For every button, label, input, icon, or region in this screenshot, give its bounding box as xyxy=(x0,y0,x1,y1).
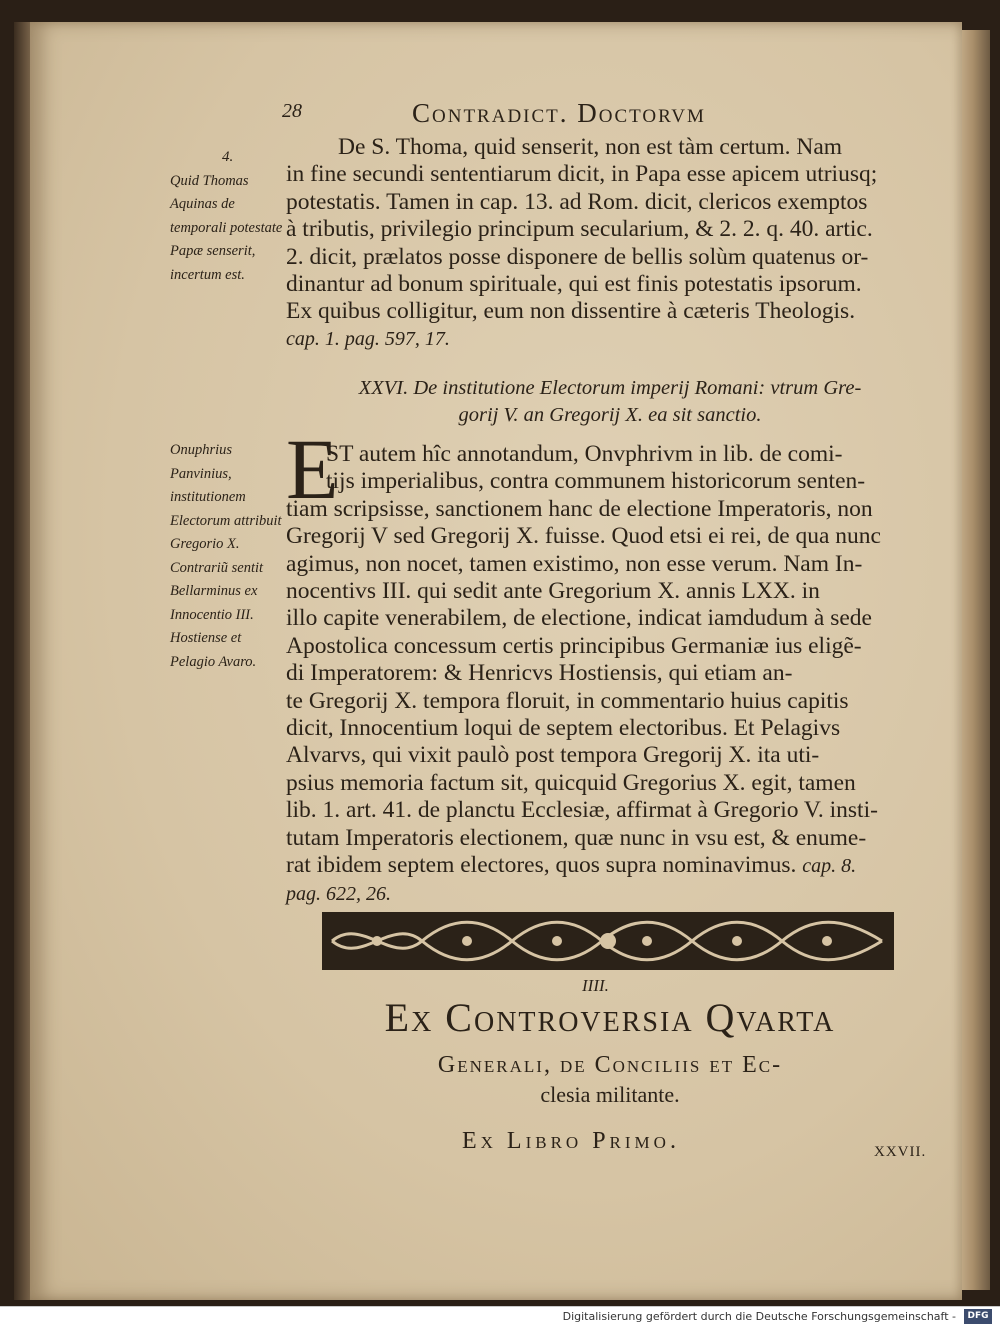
catchword: XXVII. xyxy=(874,1144,927,1160)
digitization-footer xyxy=(0,1306,1000,1327)
text-line: in fine secundi sententiarum dicit, in Papa esse apicem utriusq; xyxy=(286,161,878,188)
page-number: 28 xyxy=(282,100,302,122)
section-heading xyxy=(340,375,880,429)
text-line: Alvarvs, qui vixit paulò post tempora Gregorij X. ita uti- xyxy=(286,742,820,769)
chapter-title: Ex Controversia Qvarta xyxy=(384,995,836,1040)
text-line: lib. 1. art. 41. de planctu Ecclesiæ, affirmat à Gregorio V. insti- xyxy=(286,797,878,824)
text-line: tutam Imperatoris electionem, quæ nunc in vsu est, & enume- xyxy=(286,824,867,851)
text-line: illo capite venerabilem, de electione, indicat iamdudum à sede xyxy=(286,605,872,632)
margin-note-2: Onuphrius Panvinius, institutionem Electorum attribuit Gregorio X. Contrariũ sentit Bellarminus ex Innocentio III. Hostiense et Pelagio Avaro. xyxy=(170,442,282,670)
text-line: De S. Thoma, quid senserit, non est tàm certum. Nam xyxy=(338,134,843,160)
section-heading-line: gorij V. an Gregorij X. ea sit sanctio. xyxy=(458,404,762,426)
text-line: te Gregorij X. tempora floruit, in commentario huius capitis xyxy=(286,687,849,714)
text-line: potestatis. Tamen in cap. 13. ad Rom. dicit, clericos exemptos xyxy=(286,188,868,215)
text-line: ST autem hîc annotandum, Onvphrivm in lib. de comi- xyxy=(326,441,843,467)
text-line-content: rat ibidem septem electores, quos supra nominavimus. xyxy=(286,852,797,879)
text-line: 2. dicit, prælatos posse disponere de bellis solùm quatenus or- xyxy=(286,243,869,270)
margin-note-text: Quid Thomas Aquinas de temporali potestate Papæ senserit, incertum est. xyxy=(170,172,283,283)
text-line: dinantur ad bonum spirituale, qui est finis potestatis ipsorum. xyxy=(286,271,862,298)
text-line: psius memoria factum sit, quicquid Gregorius X. egit, tamen xyxy=(286,769,856,796)
drop-cap: E xyxy=(286,421,339,517)
paragraph-1 xyxy=(286,134,938,353)
margin-note-number: 4. xyxy=(222,149,234,165)
paragraph-2 xyxy=(286,441,938,908)
dfg-logo: DFG xyxy=(964,1309,992,1324)
footer-credit: Digitalisierung gefördert durch die Deutsche Forschungsgemeinschaft - xyxy=(562,1310,956,1323)
text-line: agimus, non nocet, tamen existimo, non esse verum. Nam In- xyxy=(286,550,863,577)
text-line: di Imperatorem: & Henricvs Hostiensis, qui etiam an- xyxy=(286,660,793,687)
ornamental-band xyxy=(322,906,894,976)
text-line xyxy=(286,852,938,880)
text-line: Gregorij V sed Gregorij X. fuisse. Quod etsi ei rei, de qua nunc xyxy=(286,523,881,550)
running-head: Contradict. Doctorvm xyxy=(412,98,706,128)
chapter-subtitle-line-2: clesia militante. xyxy=(540,1082,680,1107)
margin-note-1 xyxy=(170,146,288,287)
citation-reference-inline: cap. 8. xyxy=(802,855,857,878)
page-edges xyxy=(962,30,990,1290)
citation-reference: cap. 1. pag. 597, 17. xyxy=(286,327,450,350)
text-line: Ex quibus colligitur, eum non dissentire à cæteris Theologis. xyxy=(286,298,856,325)
book-heading: Ex Libro Primo. xyxy=(462,1128,680,1154)
text-line: tiam scripsisse, sanctionem hanc de electione Imperatoris, non xyxy=(286,495,873,522)
chapter-number: IIII. xyxy=(582,976,609,995)
text-line: nocentivs III. qui sedit ante Gregorium X. annis LXX. in xyxy=(286,578,820,605)
text-line: à tributis, privilegio principum secularium, & 2. 2. q. 40. artic. xyxy=(286,216,873,243)
citation-reference: pag. 622, 26. xyxy=(286,882,391,905)
section-heading-line: XXVI. De institutione Electorum imperij Romani: vtrum Gre- xyxy=(358,377,862,399)
chapter-subtitle-line-1: Generali, de Conciliis et Ec- xyxy=(437,1052,783,1078)
text-line: dicit, Innocentium loqui de septem electoribus. Et Pelagivs xyxy=(286,715,841,742)
text-line: tijs imperialibus, contra communem historicorum senten- xyxy=(326,468,866,495)
text-line: Apostolica concessum certis principibus Germaniæ ius eligẽ- xyxy=(286,632,862,659)
